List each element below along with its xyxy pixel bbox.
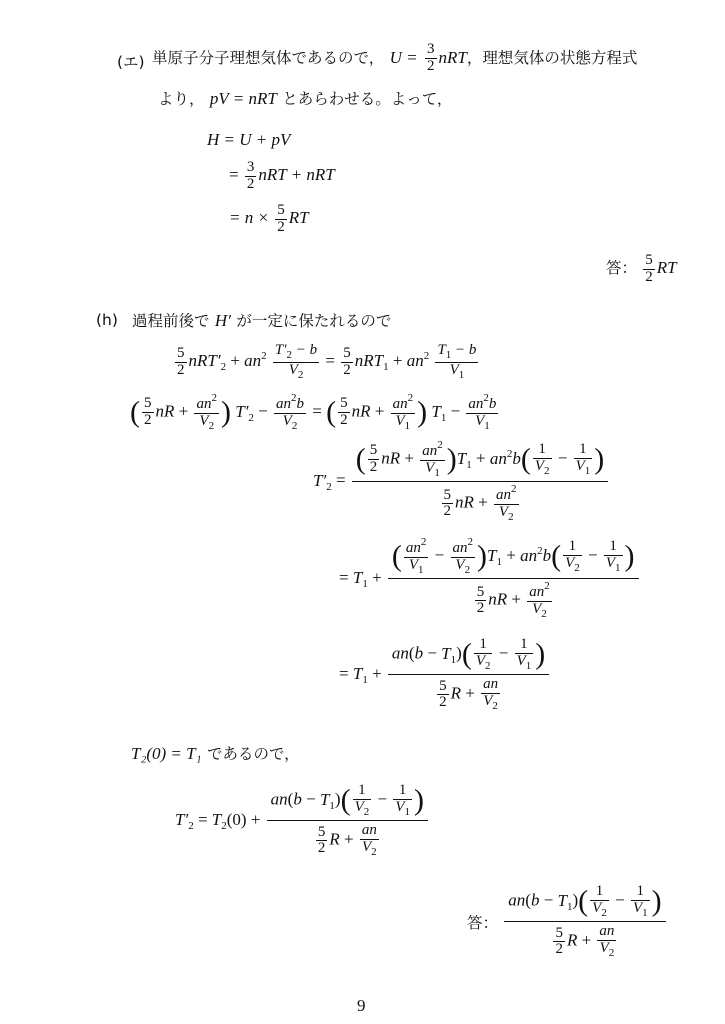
part-h-intro: 過程前後で H′ が一定に保たれるので [132,311,392,330]
nRT: nRT [438,47,467,67]
U-equals: U = [389,47,418,67]
transition-line: T₂(0) = T₁ であるので， [131,744,300,763]
eq-H-line2: = $\frac{3}{2}$ nRT + nRT [229,159,335,192]
part-e-label: (エ) [117,53,145,71]
equation-rearranged: ( $\frac{5}{2}$ nR + $\frac{an^2}{V_2}$ ) $T'_2$ − $\frac{an^2b}{V_2}$ = ( $\frac{5}{2}$ nR + $\frac{an^2}{V_1}$ ) $T_1$ − $\frac{an^2b}{V_1}$ [130,392,497,432]
part-e-text2: ，理想気体の状態方程式 [466,48,638,67]
equation-final-T2prime: $T'_2 = T_2(0)$ + $an(b - T_1)$( $\frac{1}{V_2}$ − $\frac{1}{V_1}$ ) $\frac{5}{2}$ R + $\frac{an}{V_2}$ [175,783,430,859]
fraction-3-over-2: $\frac{3}{2}$ [427,41,435,74]
equation-T1-plus-fraction-a: = $T_1$ + ( $\frac{an^2}{V_1}$ − $\frac{an^2}{V_2}$ )$T_1 + an^2b$( $\frac{1}{V_2}$ − $\frac{1}{V_1}$ ) $\frac{5}{2}$ nR + $\frac{an^2}{V_2}$ [339,537,641,621]
part-e-text1: 単原子分子理想気体であるので， [152,48,385,67]
part-e-text3: より， [158,90,205,108]
part-e-text4: とあらわせる。よって， [282,90,453,108]
equation-energy-balance: $\frac{5}{2}$ $nRT'_2 + an^2$ $\frac{T'_2 - b}{V_2}$ = $\frac{5}{2}$ $nRT_1 + an^2$ $\frac{T_1 - b}{V_1}$ [177,342,477,381]
part-e-answer: 答： $\frac{5}{2}$ RT [606,252,677,285]
part-h-label: (h) [96,311,118,329]
eq-H-line1: H = U + pV [207,130,291,149]
equation-T2prime-solved: $T'_2$ = ( $\frac{5}{2}$ nR + $\frac{an^2}{V_1}$ )$T_1 + an^2b$( $\frac{1}{V_2}$ − $\frac{1}{V_1}$ ) $\frac{5}{2}$ nR + $\frac{an^2}{V_2}$ [313,440,610,524]
part-h-answer: 答： $an(b - T_1)$( $\frac{1}{V_2}$ − $\frac{1}{V_1}$ ) $\frac{5}{2}$ R + $\frac{an}{V_2}$ [467,884,668,960]
eq-H-line3: = n × $\frac{5}{2}$ RT [229,202,309,235]
pV-equation: pV = nRT [209,89,277,108]
part-e-line1 [152,42,637,75]
equation-T1-plus-fraction-b: = $T_1$ + $an(b - T_1)$( $\frac{1}{V_2}$ − $\frac{1}{V_1}$ ) $\frac{5}{2}$ R + $\frac{an}{V_2}$ [339,637,551,713]
part-e-line2 [158,87,452,109]
page-number: 9 [357,996,366,1015]
